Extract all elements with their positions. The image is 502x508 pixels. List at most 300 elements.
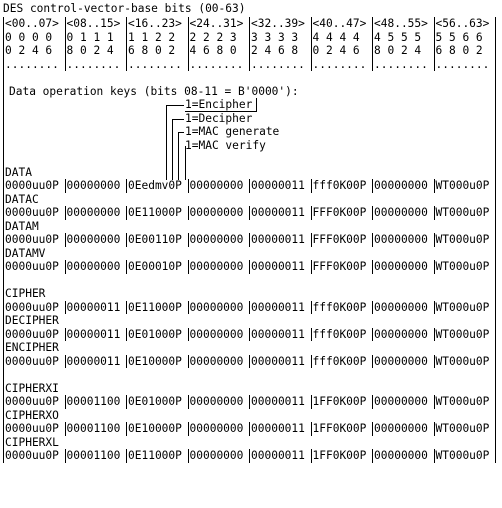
bit-value-cell: 00000011	[251, 206, 305, 219]
bit-value-cell: WT000u0P	[435, 179, 490, 192]
cell-divider	[65, 328, 66, 342]
cell-divider	[372, 328, 373, 342]
header-ones-cell: 4 6 8 0	[189, 44, 237, 57]
border-left	[3, 152, 4, 166]
cell-divider	[495, 355, 496, 369]
cell-divider	[311, 395, 312, 409]
bit-value-cell: 0Eedmv0P	[128, 179, 182, 192]
header-dots-cell: ........	[5, 57, 59, 71]
header-dots-cell: ........	[128, 57, 182, 71]
header-tens-cell: 4 4 4 4	[312, 30, 360, 44]
header-ones-cell: 6 8 0 2	[435, 44, 483, 57]
header-divider	[3, 44, 4, 58]
header-divider	[126, 17, 127, 31]
border-right	[495, 112, 496, 126]
bit-value-cell: 00001100	[66, 422, 121, 435]
cell-divider	[3, 233, 4, 247]
bit-value-cell: 0E10000P	[128, 354, 182, 368]
cell-divider	[372, 301, 373, 315]
header-range-cell: <40..47>	[312, 17, 367, 30]
border-left	[3, 436, 4, 450]
header-divider	[495, 58, 496, 72]
header-range-cell: <32..39>	[251, 17, 305, 30]
cell-divider	[126, 233, 127, 247]
bit-value-cell: WT000u0P	[435, 449, 490, 462]
control-vector-document	[3, 2, 499, 506]
border-left	[3, 139, 4, 153]
cell-divider	[434, 355, 435, 369]
cell-divider	[311, 422, 312, 436]
key-name: CIPHERXO	[5, 408, 59, 422]
bit-value-cell: WT000u0P	[435, 395, 490, 408]
border-left	[3, 220, 4, 234]
header-divider	[3, 58, 4, 72]
border-right	[495, 409, 496, 423]
bit-value-cell: 00001100	[66, 395, 121, 408]
bit-value-cell: 00000000	[374, 300, 428, 314]
cell-divider	[3, 179, 4, 193]
border-right	[495, 247, 496, 261]
cell-divider	[311, 355, 312, 369]
legend-bracket	[172, 119, 173, 181]
header-range-cell: <16..23>	[128, 17, 182, 30]
cell-divider	[188, 260, 189, 274]
bit-value-cell: 0000uu0P	[5, 327, 59, 341]
cell-divider	[3, 206, 4, 220]
bit-value-cell: 00000011	[251, 395, 305, 408]
legend-label: 1=MAC verify	[185, 138, 266, 152]
bit-value-cell: FFF0K00P	[312, 206, 367, 219]
bit-value-cell: 0E11000P	[128, 300, 182, 314]
bit-value-cell: 0E00010P	[128, 260, 182, 273]
cell-divider	[126, 206, 127, 220]
legend-label: 1=MAC generate	[185, 125, 280, 138]
bit-value-cell: 1FF0K00P	[312, 395, 367, 408]
header-divider	[249, 44, 250, 58]
cell-divider	[249, 328, 250, 342]
bit-value-cell: 00000000	[66, 233, 121, 246]
border-right	[495, 382, 496, 396]
cell-divider	[372, 395, 373, 409]
cell-divider	[434, 328, 435, 342]
header-divider	[126, 31, 127, 45]
legend-label: 1=Encipher	[185, 98, 253, 111]
header-ones-cell: 2 4 6 8	[251, 44, 299, 57]
header-divider	[372, 44, 373, 58]
header-divider	[249, 31, 250, 45]
bit-value-cell: 00000011	[251, 300, 305, 314]
cell-divider	[495, 422, 496, 436]
cell-divider	[249, 206, 250, 220]
header-divider	[434, 17, 435, 31]
border-right	[495, 152, 496, 166]
border-right	[495, 287, 496, 301]
cell-divider	[126, 328, 127, 342]
cell-divider	[372, 355, 373, 369]
bit-value-cell: 00000000	[374, 327, 428, 341]
cell-divider	[65, 355, 66, 369]
cell-divider	[65, 233, 66, 247]
cell-divider	[495, 206, 496, 220]
border-left	[3, 247, 4, 261]
key-name: DATA	[5, 165, 32, 179]
header-divider	[495, 44, 496, 58]
header-range-cell: <48..55>	[374, 17, 428, 30]
bit-value-cell: 0000uu0P	[5, 449, 59, 462]
header-tens-cell: 0 1 1 1	[66, 30, 114, 44]
cell-divider	[188, 395, 189, 409]
header-range-cell: <56..63>	[435, 17, 490, 30]
border-left	[3, 409, 4, 423]
cell-divider	[434, 233, 435, 247]
legend-box-edge	[185, 111, 256, 112]
legend-bracket	[178, 132, 179, 180]
cell-divider	[188, 233, 189, 247]
border-right	[495, 193, 496, 207]
bit-value-cell: 00000000	[189, 354, 244, 368]
cell-divider	[188, 206, 189, 220]
header-divider	[188, 17, 189, 31]
cell-divider	[372, 449, 373, 463]
key-name: DATAM	[5, 219, 39, 233]
bit-value-cell: 0000uu0P	[5, 260, 59, 273]
cell-divider	[65, 449, 66, 463]
header-divider	[188, 58, 189, 72]
cell-divider	[495, 395, 496, 409]
bit-value-cell: 00000000	[66, 260, 121, 273]
bit-value-cell: WT000u0P	[435, 260, 490, 273]
border-right	[495, 436, 496, 450]
cell-divider	[3, 260, 4, 274]
cell-divider	[3, 328, 4, 342]
border-right	[495, 98, 496, 112]
border-left	[3, 85, 4, 99]
cell-divider	[65, 395, 66, 409]
cell-divider	[65, 422, 66, 436]
header-dots-cell: ........	[312, 57, 367, 71]
cell-divider	[311, 179, 312, 193]
bit-value-cell: 1FF0K00P	[312, 449, 367, 462]
cell-divider	[188, 422, 189, 436]
bit-value-cell: fff0K00P	[312, 327, 367, 341]
bit-value-cell: 00000000	[374, 395, 428, 408]
cell-divider	[311, 328, 312, 342]
cell-divider	[188, 328, 189, 342]
border-left	[3, 287, 4, 301]
bit-value-cell: 0E01000P	[128, 395, 182, 408]
bit-value-cell: 0E00110P	[128, 233, 182, 246]
bit-value-cell: 0E01000P	[128, 327, 182, 341]
cell-divider	[434, 179, 435, 193]
header-divider	[495, 31, 496, 45]
bit-value-cell: 0E11000P	[128, 206, 182, 219]
cell-divider	[372, 260, 373, 274]
header-tens-cell: 2 2 2 3	[189, 30, 237, 44]
border-left	[3, 368, 4, 382]
header-range-cell: <08..15>	[66, 17, 121, 30]
header-dots-cell: ........	[66, 57, 121, 71]
legend-label: 1=Decipher	[185, 111, 253, 125]
bit-value-cell: 00000011	[251, 260, 305, 273]
bit-value-cell: 00000011	[251, 449, 305, 462]
cell-divider	[311, 260, 312, 274]
legend-bracket	[172, 119, 185, 120]
bit-value-cell: 00000000	[66, 179, 121, 192]
header-divider	[495, 17, 496, 31]
header-ones-cell: 0 2 4 6	[5, 44, 53, 57]
bit-value-cell: 0000uu0P	[5, 179, 59, 192]
header-ones-cell: 0 2 4 6	[312, 44, 360, 57]
cell-divider	[249, 179, 250, 193]
cell-divider	[372, 179, 373, 193]
key-name: CIPHERXL	[5, 435, 59, 449]
header-divider	[65, 44, 66, 58]
header-divider	[311, 44, 312, 58]
border-left	[3, 112, 4, 126]
bit-value-cell: 1FF0K00P	[312, 422, 367, 435]
header-divider	[188, 31, 189, 45]
header-divider	[434, 58, 435, 72]
cell-divider	[249, 301, 250, 315]
bit-value-cell: 00000000	[189, 300, 244, 314]
header-dots-cell: ........	[189, 57, 244, 71]
bit-value-cell: 0000uu0P	[5, 395, 59, 408]
bit-value-cell: fff0K00P	[312, 354, 367, 368]
key-name: DATAMV	[5, 246, 46, 260]
cell-divider	[434, 260, 435, 274]
bit-value-cell: 00000000	[189, 327, 244, 341]
cell-divider	[188, 449, 189, 463]
cell-divider	[126, 179, 127, 193]
border-left	[3, 166, 4, 180]
border-right	[495, 85, 496, 99]
header-ones-cell: 6 8 0 2	[128, 44, 176, 57]
border-right	[495, 314, 496, 328]
cell-divider	[126, 301, 127, 315]
key-name: ENCIPHER	[5, 341, 59, 354]
border-left	[3, 314, 4, 328]
header-divider	[372, 58, 373, 72]
header-divider	[434, 44, 435, 58]
cell-divider	[249, 355, 250, 369]
header-dots-cell: ........	[251, 57, 305, 71]
cell-divider	[65, 206, 66, 220]
header-range-cell: <24..31>	[189, 17, 244, 30]
cell-divider	[249, 233, 250, 247]
bit-value-cell: WT000u0P	[435, 300, 490, 314]
key-name: DATAC	[5, 192, 39, 206]
header-tens-cell: 4 5 5 5	[374, 30, 422, 44]
cell-divider	[495, 179, 496, 193]
cell-divider	[434, 206, 435, 220]
header-divider	[372, 17, 373, 31]
header-divider	[249, 58, 250, 72]
cell-divider	[65, 179, 66, 193]
key-name: CIPHER	[5, 287, 46, 300]
bit-value-cell: 00000000	[189, 395, 244, 408]
bit-value-cell: 00000000	[189, 206, 244, 219]
header-divider	[65, 17, 66, 31]
border-right	[495, 341, 496, 355]
header-dots-cell: ........	[435, 57, 490, 71]
bit-value-cell: 0000uu0P	[5, 422, 59, 435]
bit-value-cell: 0E11000P	[128, 449, 182, 462]
cell-divider	[3, 301, 4, 315]
header-divider	[3, 31, 4, 45]
cell-divider	[249, 395, 250, 409]
bit-value-cell: WT000u0P	[435, 206, 490, 219]
cell-divider	[249, 422, 250, 436]
bit-value-cell: WT000u0P	[435, 233, 490, 246]
bit-value-cell: 00000011	[66, 327, 121, 341]
legend-bracket	[166, 105, 167, 180]
cell-divider	[65, 301, 66, 315]
key-section-heading: Data operation keys (bits 08-11 = B'0000'):	[9, 84, 299, 98]
cell-divider	[3, 449, 4, 463]
bit-value-cell: 00000000	[374, 179, 428, 192]
header-tens-cell: 5 5 6 6	[435, 30, 483, 44]
document-title: DES control-vector-base bits (00-63)	[3, 2, 246, 15]
border-left	[3, 382, 4, 396]
border-right	[495, 368, 496, 382]
cell-divider	[3, 395, 4, 409]
cell-divider	[249, 260, 250, 274]
cell-divider	[372, 206, 373, 220]
cell-divider	[311, 301, 312, 315]
border-right	[495, 125, 496, 139]
cell-divider	[495, 301, 496, 315]
cell-divider	[372, 233, 373, 247]
header-divider	[3, 17, 4, 31]
border-left	[3, 98, 4, 112]
bit-value-cell: 0E10000P	[128, 422, 182, 435]
border-left	[3, 193, 4, 207]
bit-value-cell: WT000u0P	[435, 354, 490, 368]
header-ones-cell: 8 0 2 4	[66, 44, 114, 57]
cell-divider	[495, 233, 496, 247]
cell-divider	[495, 449, 496, 463]
cell-divider	[126, 395, 127, 409]
cell-divider	[311, 233, 312, 247]
header-divider	[311, 17, 312, 31]
bit-value-cell: 00000000	[189, 422, 244, 435]
bit-value-cell: 0000uu0P	[5, 233, 59, 246]
cell-divider	[65, 260, 66, 274]
border-left	[3, 341, 4, 355]
cell-divider	[3, 422, 4, 436]
bit-value-cell: 00000011	[251, 327, 305, 341]
header-tens-cell: 3 3 3 3	[251, 30, 299, 44]
header-tens-cell: 0 0 0 0	[5, 30, 53, 44]
bit-value-cell: 00000011	[66, 354, 121, 368]
bit-value-cell: fff0K00P	[312, 179, 367, 192]
cell-divider	[372, 422, 373, 436]
legend-bracket	[166, 105, 185, 106]
bit-value-cell: 00000011	[251, 422, 305, 435]
bit-value-cell: 0000uu0P	[5, 300, 59, 314]
header-divider	[188, 44, 189, 58]
border-right	[495, 139, 496, 153]
bit-value-cell: 0000uu0P	[5, 206, 59, 219]
cell-divider	[3, 355, 4, 369]
bit-value-cell: FFF0K00P	[312, 233, 367, 246]
header-range-cell: <00..07>	[5, 17, 59, 30]
bit-value-cell: FFF0K00P	[312, 260, 367, 273]
cell-divider	[311, 206, 312, 220]
cell-divider	[126, 260, 127, 274]
header-divider	[65, 31, 66, 45]
cell-divider	[126, 449, 127, 463]
cell-divider	[249, 449, 250, 463]
bit-value-cell: 00000011	[66, 300, 121, 314]
header-divider	[126, 58, 127, 72]
bit-value-cell: 00000000	[189, 179, 244, 192]
header-divider	[249, 17, 250, 31]
bit-value-cell: 00000000	[189, 260, 244, 273]
header-dots-cell: ........	[374, 57, 428, 71]
border-left	[3, 274, 4, 288]
bit-value-cell: 0000uu0P	[5, 354, 59, 368]
border-left	[3, 71, 4, 85]
cell-divider	[188, 355, 189, 369]
cell-divider	[188, 301, 189, 315]
header-divider	[126, 44, 127, 58]
border-right	[495, 220, 496, 234]
header-divider	[311, 58, 312, 72]
border-right	[495, 274, 496, 288]
border-right	[495, 71, 496, 85]
cell-divider	[188, 179, 189, 193]
header-ones-cell: 8 0 2 4	[374, 44, 422, 57]
legend-box-edge	[256, 98, 257, 112]
cell-divider	[434, 301, 435, 315]
cell-divider	[434, 395, 435, 409]
header-divider	[372, 31, 373, 45]
key-name: CIPHERXI	[5, 381, 59, 395]
bit-value-cell: 00000000	[374, 354, 428, 368]
cell-divider	[495, 328, 496, 342]
bit-value-cell: 00000000	[374, 233, 428, 246]
header-tens-cell: 1 1 2 2	[128, 30, 176, 44]
bit-value-cell: 00000011	[251, 233, 305, 246]
bit-value-cell: 00000011	[251, 179, 305, 192]
cell-divider	[311, 449, 312, 463]
header-divider	[311, 31, 312, 45]
bit-value-cell: 00000000	[374, 422, 428, 435]
header-divider	[434, 31, 435, 45]
bit-value-cell: 00001100	[66, 449, 121, 462]
bit-value-cell: 00000011	[251, 354, 305, 368]
cell-divider	[126, 355, 127, 369]
bit-value-cell: 00000000	[374, 206, 428, 219]
key-name: DECIPHER	[5, 314, 59, 327]
bit-value-cell: WT000u0P	[435, 422, 490, 435]
border-left	[3, 125, 4, 139]
cell-divider	[434, 449, 435, 463]
bit-value-cell: WT000u0P	[435, 327, 490, 341]
cell-divider	[495, 260, 496, 274]
bit-value-cell: 00000000	[66, 206, 121, 219]
bit-value-cell: 00000000	[189, 449, 244, 462]
cell-divider	[434, 422, 435, 436]
border-right	[495, 166, 496, 180]
bit-value-cell: 00000000	[189, 233, 244, 246]
bit-value-cell: 00000000	[374, 449, 428, 462]
bit-value-cell: fff0K00P	[312, 300, 367, 314]
bit-value-cell: 00000000	[374, 260, 428, 273]
cell-divider	[126, 422, 127, 436]
header-divider	[65, 58, 66, 72]
